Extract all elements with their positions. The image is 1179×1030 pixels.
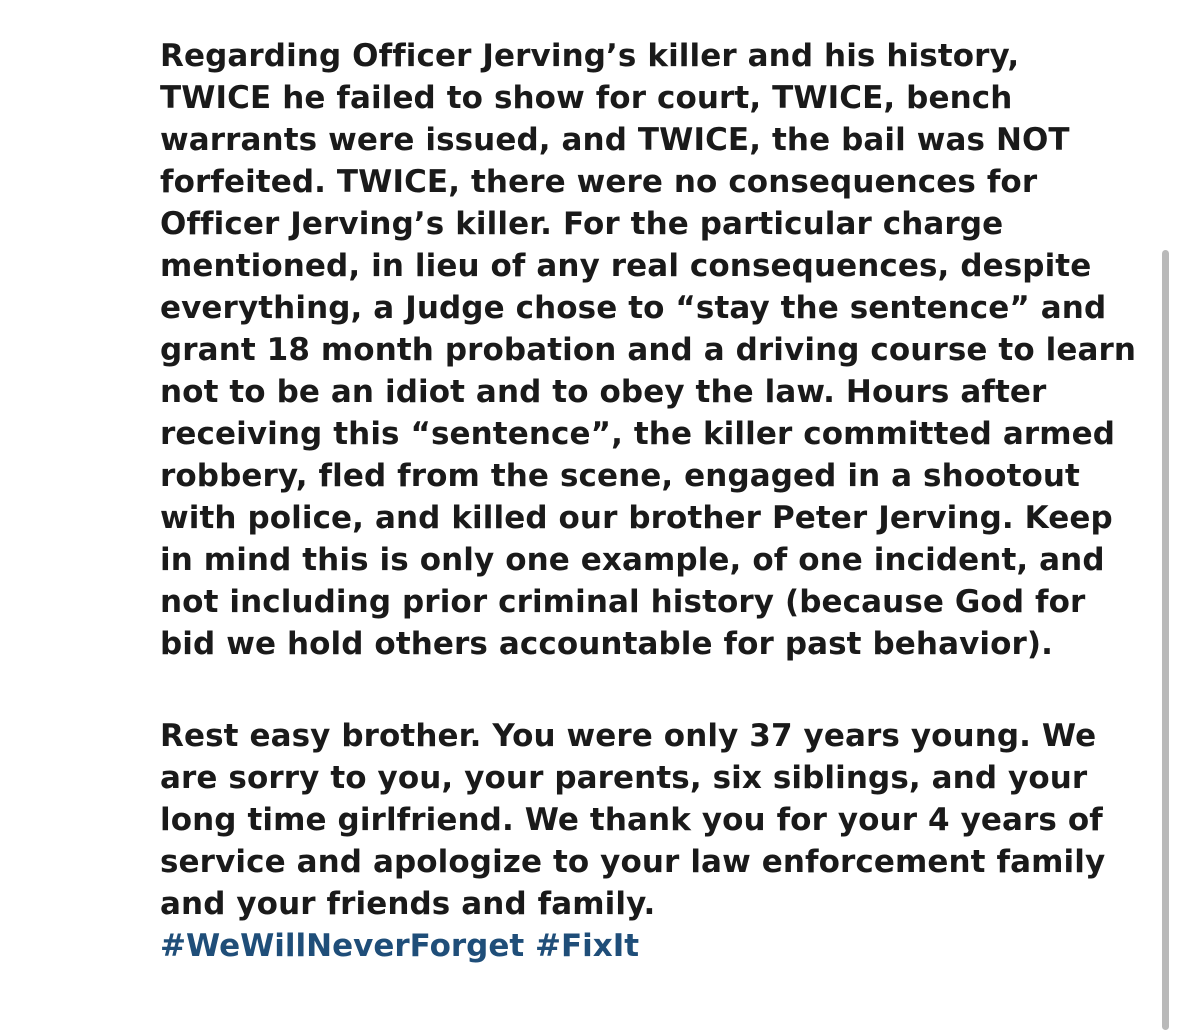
- paragraph-line: forfeited. TWICE, there were no consequences for: [160, 164, 1038, 200]
- paragraph-line: with police, and killed our brother Peter Jerving. Keep: [160, 500, 1113, 536]
- paragraph-line: service and apologize to your law enforcement family: [160, 844, 1106, 880]
- paragraph-line: Rest easy brother. You were only 37 years young. We: [160, 718, 1097, 754]
- post-paragraph-2: [160, 715, 1135, 925]
- vertical-scrollbar[interactable]: [1155, 0, 1179, 1024]
- post-paragraph-1: [160, 35, 1135, 665]
- paragraph-line: not to be an idiot and to obey the law. Hours after: [160, 374, 1047, 410]
- paragraph-line: bid we hold others accountable for past behavior).: [160, 626, 1054, 662]
- paragraph-line: grant 18 month probation and a driving course to learn: [160, 332, 1137, 368]
- paragraph-line: robbery, fled from the scene, engaged in a shootout: [160, 458, 1080, 494]
- post-body: [160, 35, 1135, 967]
- paragraph-line: TWICE he failed to show for court, TWICE, bench: [160, 80, 1013, 116]
- paragraph-line: long time girlfriend. We thank you for your 4 years of: [160, 802, 1103, 838]
- hashtag-row: [160, 925, 1135, 967]
- paragraph-line: everything, a Judge chose to “stay the sentence” and: [160, 290, 1107, 326]
- paragraph-line: not including prior criminal history (because God for: [160, 584, 1086, 620]
- paragraph-line: are sorry to you, your parents, six siblings, and your: [160, 760, 1088, 796]
- paragraph-line: Regarding Officer Jerving’s killer and his history,: [160, 38, 1020, 74]
- paragraph-line: mentioned, in lieu of any real consequences, despite: [160, 248, 1092, 284]
- hashtag-link[interactable]: #WeWillNeverForget: [160, 928, 525, 964]
- paragraph-line: and your friends and family.: [160, 886, 656, 922]
- paragraph-line: Officer Jerving’s killer. For the particular charge: [160, 206, 1004, 242]
- scrollbar-thumb[interactable]: [1162, 250, 1169, 1030]
- paragraph-line: warrants were issued, and TWICE, the bail was NOT: [160, 122, 1070, 158]
- hashtag-link[interactable]: #FixIt: [535, 928, 640, 964]
- paragraph-line: in mind this is only one example, of one incident, and: [160, 542, 1105, 578]
- paragraph-line: receiving this “sentence”, the killer committed armed: [160, 416, 1116, 452]
